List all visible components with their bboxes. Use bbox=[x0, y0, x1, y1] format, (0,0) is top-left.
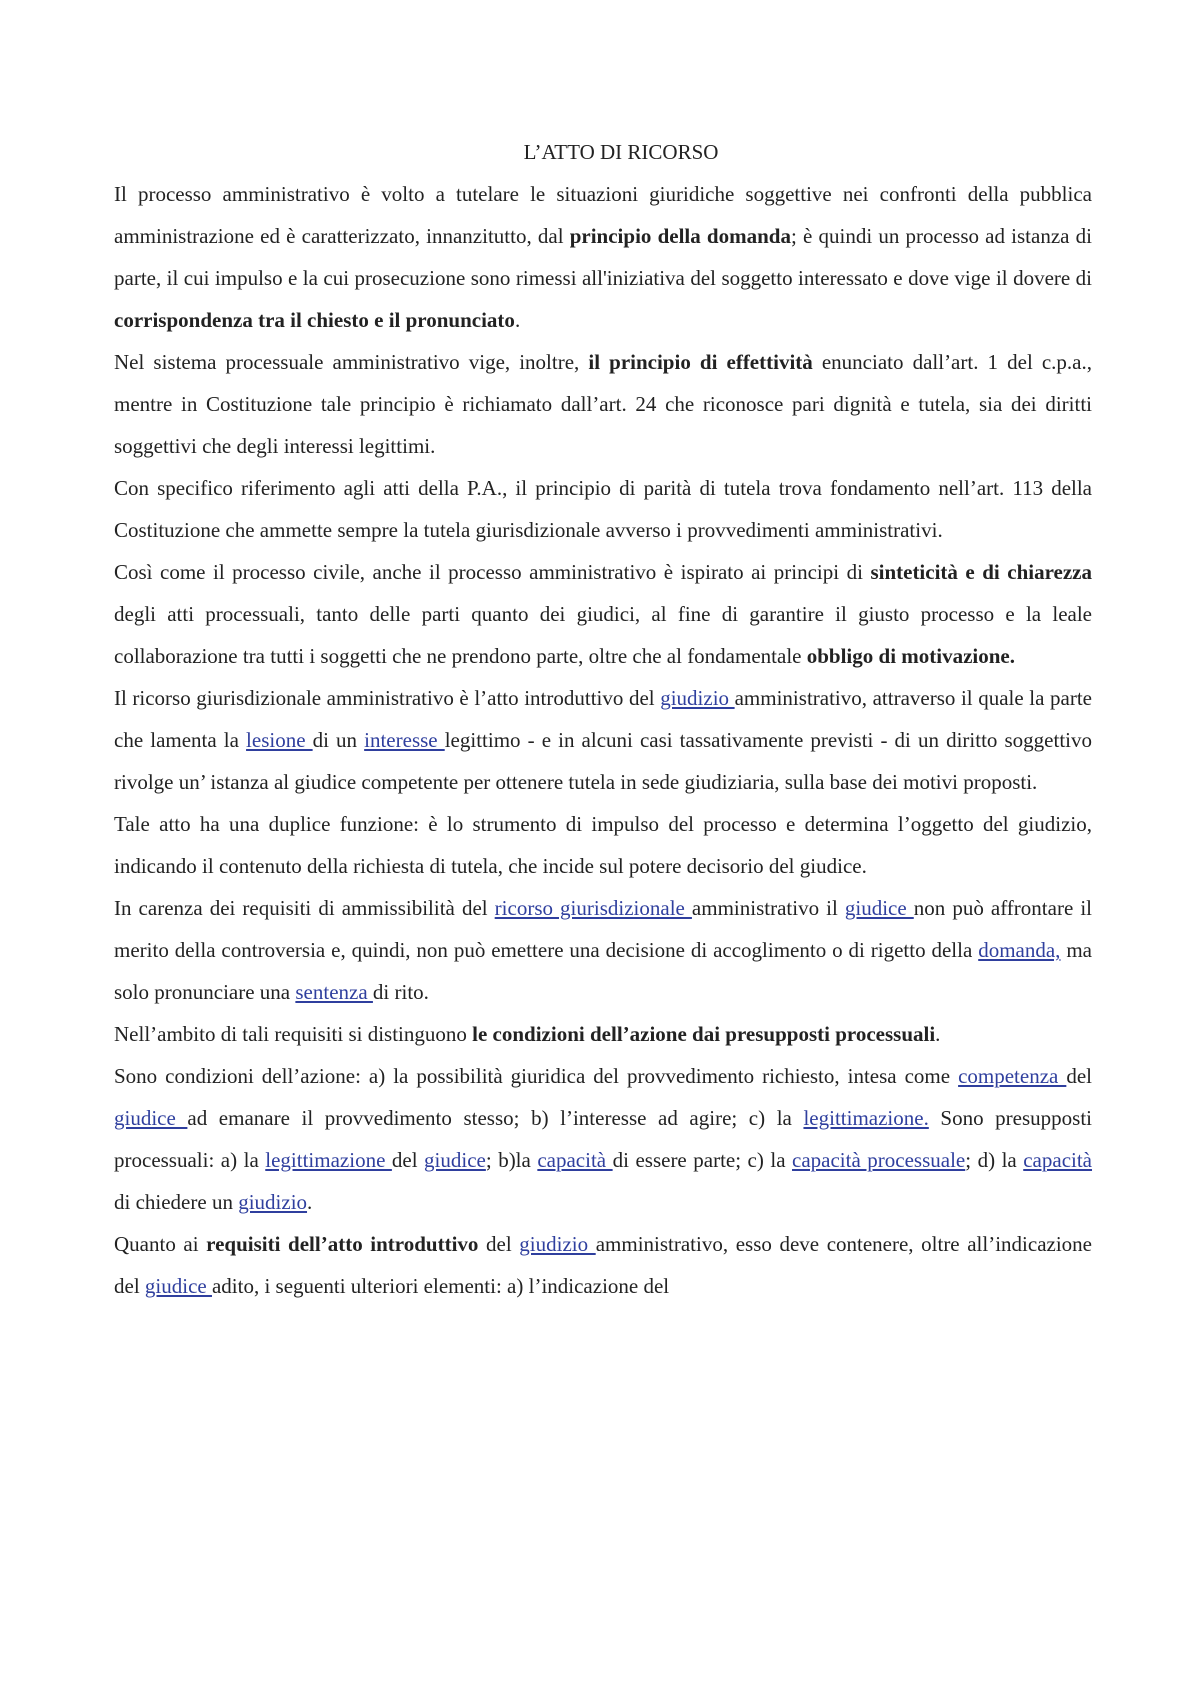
hyperlink[interactable]: giudizio bbox=[660, 686, 735, 710]
hyperlink[interactable]: lesione bbox=[246, 728, 313, 752]
text-run: ; b)la bbox=[485, 1148, 538, 1172]
hyperlink[interactable]: capacità bbox=[1023, 1148, 1093, 1172]
hyperlink[interactable]: giudizio bbox=[519, 1232, 596, 1256]
text-run: Con specifico riferimento agli atti della P.A., il principio di parità di tutela trova fondamento nell’art. 113 della Costituzione che ammette sempre la tutela giurisdizionale avverso i provvedimenti amministrativi. bbox=[114, 476, 1092, 542]
text-run: Sono condizioni dell’azione: a) la possibilità giuridica del provvedimento richiesto, intesa come bbox=[114, 1064, 959, 1088]
text-run: di un bbox=[312, 728, 365, 752]
bold-text: obbligo di motivazione. bbox=[806, 644, 1016, 668]
text-run: Quanto ai bbox=[114, 1232, 207, 1256]
text-run: . bbox=[514, 308, 521, 332]
text-run: Il processo amministrativo è volto a tutelare le situazioni giuridiche soggettive nei confronti della pubblica amministrazione ed è caratterizzato, innanzitutto, dal bbox=[114, 182, 1092, 248]
text-run: adito, i seguenti ulteriori elementi: a) l’indicazione del bbox=[211, 1274, 670, 1298]
text-run: degli atti processuali, tanto delle parti quanto dei giudici, al fine di garantire il giusto processo e la leale collaborazione tra tutti i soggetti che ne prendono parte, oltre che al fondamentale bbox=[114, 602, 1092, 668]
text-run: Tale atto ha una duplice funzione: è lo strumento di impulso del processo e determina l’oggetto del giudizio, indicando il contenuto della richiesta di tutela, che incide sul potere decisorio del giudice. bbox=[114, 812, 1092, 878]
hyperlink[interactable]: interesse bbox=[364, 728, 445, 752]
hyperlink[interactable]: competenza bbox=[958, 1064, 1067, 1088]
document-title: L’ATTO DI RICORSO bbox=[523, 140, 719, 164]
paragraph bbox=[114, 1223, 1092, 1307]
bold-text: il principio di effettività bbox=[588, 350, 813, 374]
paragraph bbox=[114, 1013, 1092, 1055]
hyperlink[interactable]: giudizio bbox=[238, 1190, 308, 1214]
bold-text: requisiti dell’atto introduttivo bbox=[206, 1232, 479, 1256]
text-run: ; è quindi un processo ad istanza di parte, il cui impulso e la cui prosecuzione sono rimessi all'iniziativa del soggetto interessato e dove vige il dovere di bbox=[114, 224, 1092, 290]
hyperlink[interactable]: domanda, bbox=[978, 938, 1061, 962]
hyperlink[interactable]: legittimazione. bbox=[803, 1106, 929, 1130]
hyperlink[interactable]: ricorso giurisdizionale bbox=[494, 896, 692, 920]
paragraph bbox=[114, 677, 1092, 803]
paragraph bbox=[114, 341, 1092, 467]
bold-text: corrispondenza tra il chiesto e il pronunciato bbox=[114, 308, 515, 332]
hyperlink[interactable]: capacità processuale bbox=[792, 1148, 966, 1172]
text-run: . bbox=[307, 1190, 313, 1214]
text-run: del bbox=[391, 1148, 425, 1172]
text-run: Così come il processo civile, anche il processo amministrativo è ispirato ai principi di bbox=[114, 560, 871, 584]
text-run: . bbox=[935, 1022, 941, 1046]
text-run: Sono presupposti processuali: a) la bbox=[114, 1106, 1093, 1172]
text-run: enunciato dall’art. 1 del c.p.a., mentre in Costituzione tale principio è richiamato dall’art. 24 che riconosce pari dignità e tutela, sia dei diritti soggettivi che degli interessi legittimi. bbox=[114, 350, 1092, 458]
text-run: ad emanare il provvedimento stesso; b) l’interesse ad agire; c) la bbox=[187, 1106, 804, 1130]
text-run: Nel sistema processuale amministrativo vige, inoltre, bbox=[114, 350, 589, 374]
text-run: amministrativo, esso deve contenere, oltre all’indicazione del bbox=[114, 1232, 1092, 1298]
hyperlink[interactable]: giudice bbox=[144, 1274, 212, 1298]
text-run: del bbox=[478, 1232, 520, 1256]
hyperlink[interactable]: sentenza bbox=[295, 980, 373, 1004]
text-run: amministrativo il bbox=[691, 896, 845, 920]
hyperlink[interactable]: giudice bbox=[844, 896, 914, 920]
hyperlink[interactable]: capacità bbox=[537, 1148, 613, 1172]
text-run: di chiedere un bbox=[114, 1190, 239, 1214]
paragraph bbox=[114, 551, 1092, 677]
hyperlink[interactable]: giudice bbox=[114, 1106, 188, 1130]
text-run: del bbox=[1066, 1064, 1092, 1088]
paragraph bbox=[114, 1055, 1092, 1223]
paragraph bbox=[114, 803, 1092, 887]
text-run: ; d) la bbox=[965, 1148, 1024, 1172]
text-run: amministrativo, attraverso il quale la parte che lamenta la bbox=[114, 686, 1092, 752]
text-run: In carenza dei requisiti di ammissibilità del bbox=[114, 896, 495, 920]
text-run: Nell’ambito di tali requisiti si distinguono bbox=[114, 1022, 473, 1046]
bold-text: principio della domanda bbox=[569, 224, 791, 248]
text-run: legittimo - e in alcuni casi tassativamente previsti - di un diritto soggettivo rivolge un’ istanza al giudice competente per ottenere tutela in sede giudiziaria, sulla base dei motivi proposti. bbox=[114, 728, 1092, 794]
text-run: di essere parte; c) la bbox=[612, 1148, 793, 1172]
hyperlink[interactable]: giudice bbox=[424, 1148, 486, 1172]
document-body bbox=[114, 131, 1092, 1307]
text-run: Il ricorso giurisdizionale amministrativo è l’atto introduttivo del bbox=[114, 686, 661, 710]
bold-text: sinteticità e di chiarezza bbox=[870, 560, 1092, 584]
hyperlink[interactable]: legittimazione bbox=[265, 1148, 392, 1172]
paragraph bbox=[114, 887, 1092, 1013]
paragraph bbox=[114, 467, 1092, 551]
bold-text: le condizioni dell’azione dai presupposti processuali bbox=[472, 1022, 936, 1046]
text-run: ma solo pronunciare una bbox=[114, 938, 1092, 1004]
text-run: di rito. bbox=[372, 980, 429, 1004]
paragraph bbox=[114, 173, 1092, 341]
paragraph-list bbox=[114, 173, 1092, 1307]
text-run: non può affrontare il merito della controversia e, quindi, non può emettere una decisione di accoglimento o di rigetto della bbox=[114, 896, 1092, 962]
